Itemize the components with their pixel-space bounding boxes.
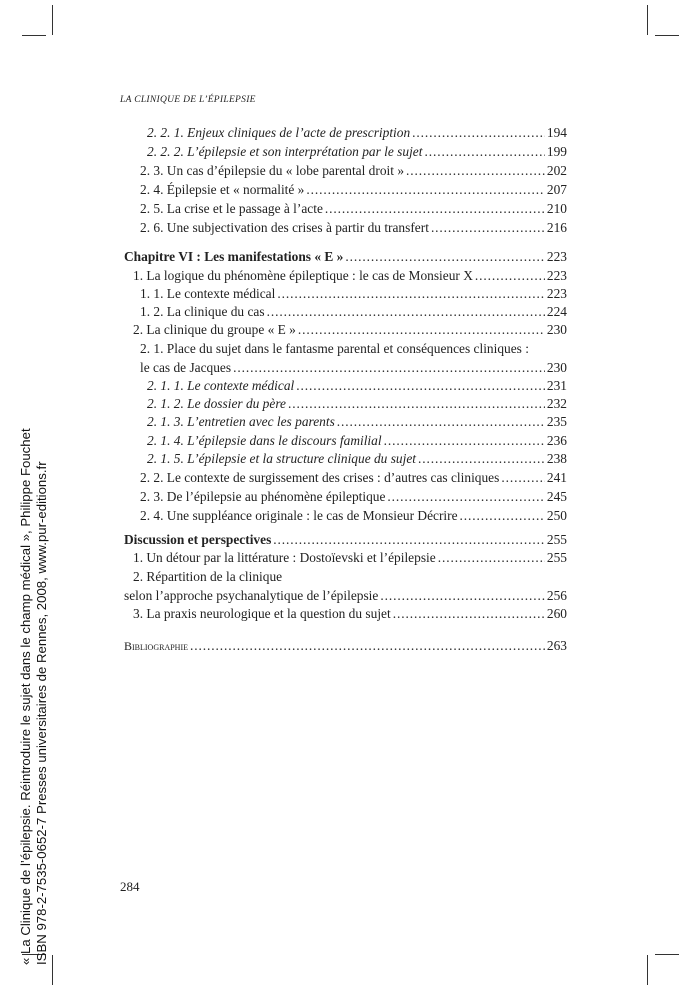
running-head: LA CLINIQUE DE L’ÉPILEPSIE: [120, 95, 256, 105]
toc-entry: 2. 1. 3. L’entretien avec les parents ..... 235: [147, 413, 567, 430]
crop-mark: [647, 5, 648, 35]
toc-entry: 2. 2. 1. Enjeux cliniques de l’acte de prescription ..... 194: [147, 124, 567, 141]
toc-entry: 3. La praxis neurologique et la question du sujet ..... 260: [133, 605, 567, 622]
toc-entry-first-line: 2. Répartition de la clinique: [133, 569, 283, 584]
toc-chapter: Discussion et perspectives ..... 255: [124, 531, 567, 548]
toc-entry: 2. 1. 2. Le dossier du père ..... 232: [147, 395, 567, 412]
toc-entry: 1. La logique du phénomène épileptique : le cas de Monsieur X ..... 223: [133, 267, 567, 284]
toc-bibliography: Bibliographie ..... 263: [124, 637, 567, 655]
toc-entry: selon l’approche psychanalytique de l’épilepsie ..... 256: [124, 587, 567, 604]
toc-entry: le cas de Jacques ..... 230: [140, 359, 567, 376]
toc-entry: 1. 1. Le contexte médical ..... 223: [140, 285, 567, 302]
page-number: 284: [120, 879, 140, 894]
side-note-title: « La Clinique de l’épilepsie. Réintroduire le sujet dans le champ médical », Philippe Fouchet: [18, 428, 33, 965]
crop-mark: [22, 35, 46, 36]
side-note-isbn: ISBN 978-2-7535-0652-7 Presses universitaires de Rennes, 2008, www.pur-editions.fr: [34, 461, 49, 965]
toc-entry: 2. 1. 4. L’épilepsie dans le discours familial ..... 236: [147, 432, 567, 449]
toc-entry: 2. La clinique du groupe « E » ..... 230: [133, 321, 567, 338]
toc-entry: 2. 2. 2. L’épilepsie et son interprétation par le sujet ..... 199: [147, 143, 567, 160]
toc-entry: 2. 3. Un cas d’épilepsie du « lobe parental droit » ..... 202: [140, 162, 567, 179]
crop-mark: [655, 35, 679, 36]
toc-entry: 2. 4. Une suppléance originale : le cas de Monsieur Décrire ..... 250: [140, 507, 567, 524]
crop-mark: [52, 955, 53, 985]
crop-mark: [647, 955, 648, 985]
toc-entry-first-line: 2. 1. Place du sujet dans le fantasme parental et conséquences cliniques :: [140, 341, 529, 356]
toc-chapter: Chapitre VI : Les manifestations « E » ..... 223: [124, 248, 567, 265]
toc-entry: 2. 5. La crise et le passage à l’acte ..... 210: [140, 200, 567, 217]
toc-entry: 1. 2. La clinique du cas ..... 224: [140, 303, 567, 320]
side-note: [18, 428, 50, 965]
toc-entry: 2. 1. 5. L’épilepsie et la structure clinique du sujet ..... 238: [147, 450, 567, 467]
toc-entry: 2. 3. De l’épilepsie au phénomène épileptique ..... 245: [140, 488, 567, 505]
toc-entry: 2. 6. Une subjectivation des crises à partir du transfert ..... 216: [140, 219, 567, 236]
crop-mark: [655, 954, 679, 955]
toc-entry: 2. 4. Épilepsie et « normalité » ..... 207: [140, 181, 567, 198]
toc-entry: 2. 2. Le contexte de surgissement des crises : d’autres cas cliniques ..... 241: [140, 469, 567, 486]
toc-entry: 2. 1. 1. Le contexte médical ..... 231: [147, 377, 567, 394]
crop-mark: [52, 5, 53, 35]
toc-entry: 1. Un détour par la littérature : Dostoïevski et l’épilepsie ..... 255: [133, 549, 567, 566]
